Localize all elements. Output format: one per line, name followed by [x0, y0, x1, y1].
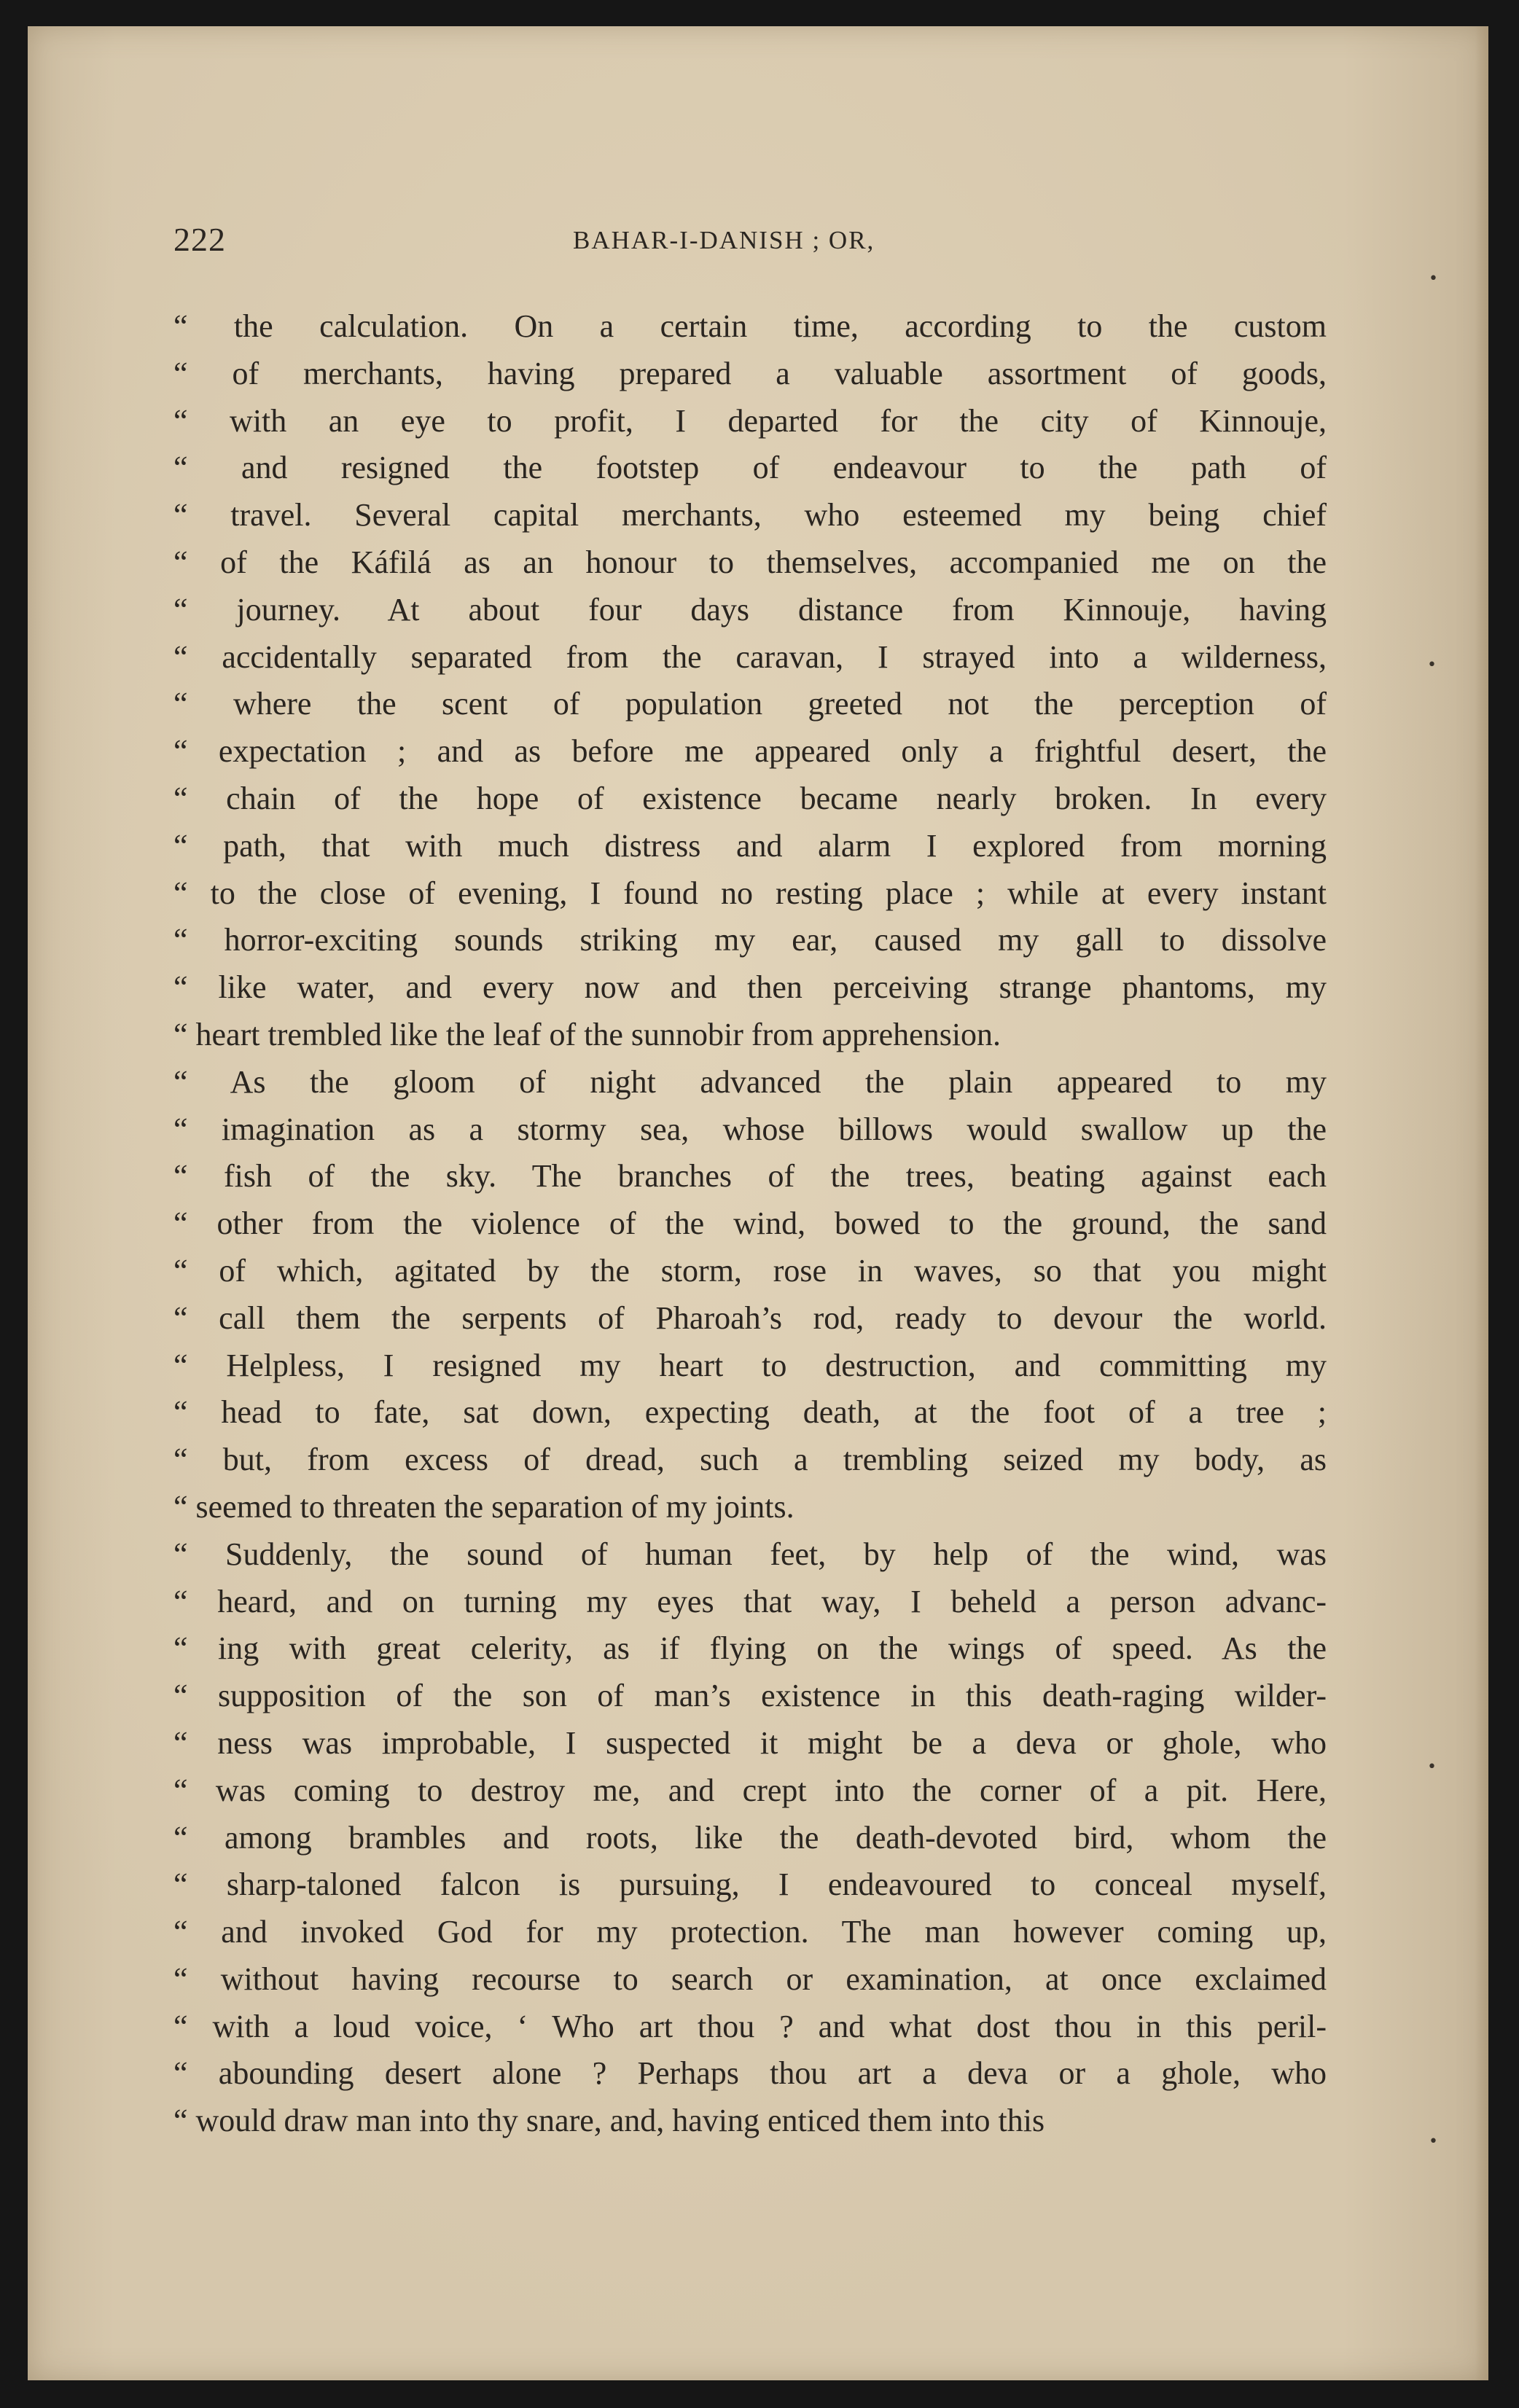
text-line: “ and invoked God for my protection. The man however coming up,	[173, 1914, 1327, 1950]
text-line: “ of the Káfilá as an honour to themselves, accompanied me on the	[173, 544, 1327, 580]
text-line: “ of which, agitated by the storm, rose in waves, so that you might	[173, 1252, 1327, 1289]
text-line: “ seemed to threaten the separation of my joints.	[173, 1488, 794, 1525]
text-line: “ without having recourse to search or examination, at once exclaimed	[173, 1961, 1327, 1997]
text-line: “ heard, and on turning my eyes that way, I beheld a person advanc-	[173, 1583, 1327, 1619]
text-line: “ Helpless, I resigned my heart to destruction, and committing my	[173, 1347, 1327, 1383]
text-line: “ of merchants, having prepared a valuable assortment of goods,	[173, 355, 1327, 391]
text-line: “ travel. Several capital merchants, who esteemed my being chief	[173, 497, 1327, 533]
text-line: “ other from the violence of the wind, bowed to the ground, the sand	[173, 1205, 1327, 1242]
page-edge-shadow	[1475, 26, 1488, 2380]
text-line: “ ness was improbable, I suspected it might be a deva or ghole, who	[173, 1724, 1327, 1761]
text-line: “ with an eye to profit, I departed for the city of Kinnouje,	[173, 402, 1327, 439]
text-line: “ would draw man into thy snare, and, having enticed them into this	[173, 2103, 1045, 2139]
text-line: “ imagination as a stormy sea, whose billows would swallow up the	[173, 1111, 1327, 1147]
text-line: “ expectation ; and as before me appeared only a frightful desert, the	[173, 733, 1327, 770]
text-line: “ accidentally separated from the caravan, I strayed into a wilderness,	[173, 638, 1327, 675]
margin-speck: •	[1427, 656, 1437, 674]
text-line: “ with a loud voice, ‘ Who art thou ? and what dost thou in this peril-	[173, 2008, 1327, 2044]
text-line: “ supposition of the son of man’s existence in this death-raging wilder-	[173, 1678, 1327, 1714]
text-line: “ and resigned the footstep of endeavour to the path of	[173, 450, 1327, 486]
text-line: “ the calculation. On a certain time, according to the custom	[173, 308, 1327, 344]
text-line: “ where the scent of population greeted not the perception of	[173, 686, 1327, 722]
text-line: “ fish of the sky. The branches of the trees, beating against each	[173, 1158, 1327, 1195]
text-line: “ chain of the hope of existence became nearly broken. In every	[173, 780, 1327, 816]
margin-speck: •	[1429, 2133, 1438, 2151]
text-line: “ heart trembled like the leaf of the sunnobir from apprehension.	[173, 1016, 1001, 1052]
text-line: “ horror-exciting sounds striking my ear, caused my gall to dissolve	[173, 922, 1327, 958]
page-header	[173, 220, 1325, 264]
text-line: “ was coming to destroy me, and crept into the corner of a pit. Here,	[173, 1772, 1327, 1808]
text-line: “ to the close of evening, I found no resting place ; while at every instant	[173, 875, 1327, 911]
text-line: “ like water, and every now and then perceiving strange phantoms, my	[173, 969, 1327, 1006]
text-line: “ abounding desert alone ? Perhaps thou art a deva or a ghole, who	[173, 2055, 1327, 2092]
body-text	[173, 303, 1327, 2145]
text-line: “ call them the serpents of Pharoah’s rod, ready to devour the world.	[173, 1299, 1327, 1336]
margin-speck: •	[1427, 1758, 1437, 1776]
running-head: BAHAR-I-DANISH ; OR,	[573, 226, 875, 254]
text-line: “ but, from excess of dread, such a trembling seized my body, as	[173, 1442, 1327, 1478]
text-line: “ head to fate, sat down, expecting death, at the foot of a tree ;	[173, 1394, 1327, 1431]
page-number: 222	[173, 221, 226, 258]
text-line: “ sharp-taloned falcon is pursuing, I endeavoured to conceal myself,	[173, 1866, 1327, 1903]
text-line: “ ing with great celerity, as if flying on the wings of speed. As the	[173, 1630, 1327, 1667]
text-line: “ journey. At about four days distance from Kinnouje, having	[173, 591, 1327, 628]
text-line: “ among brambles and roots, like the death-devoted bird, whom the	[173, 1819, 1327, 1856]
text-line: “ As the gloom of night advanced the plain appeared to my	[173, 1063, 1327, 1100]
margin-speck: •	[1429, 270, 1438, 288]
text-line: “ Suddenly, the sound of human feet, by help of the wind, was	[173, 1536, 1327, 1572]
text-line: “ path, that with much distress and alarm I explored from morning	[173, 827, 1327, 864]
